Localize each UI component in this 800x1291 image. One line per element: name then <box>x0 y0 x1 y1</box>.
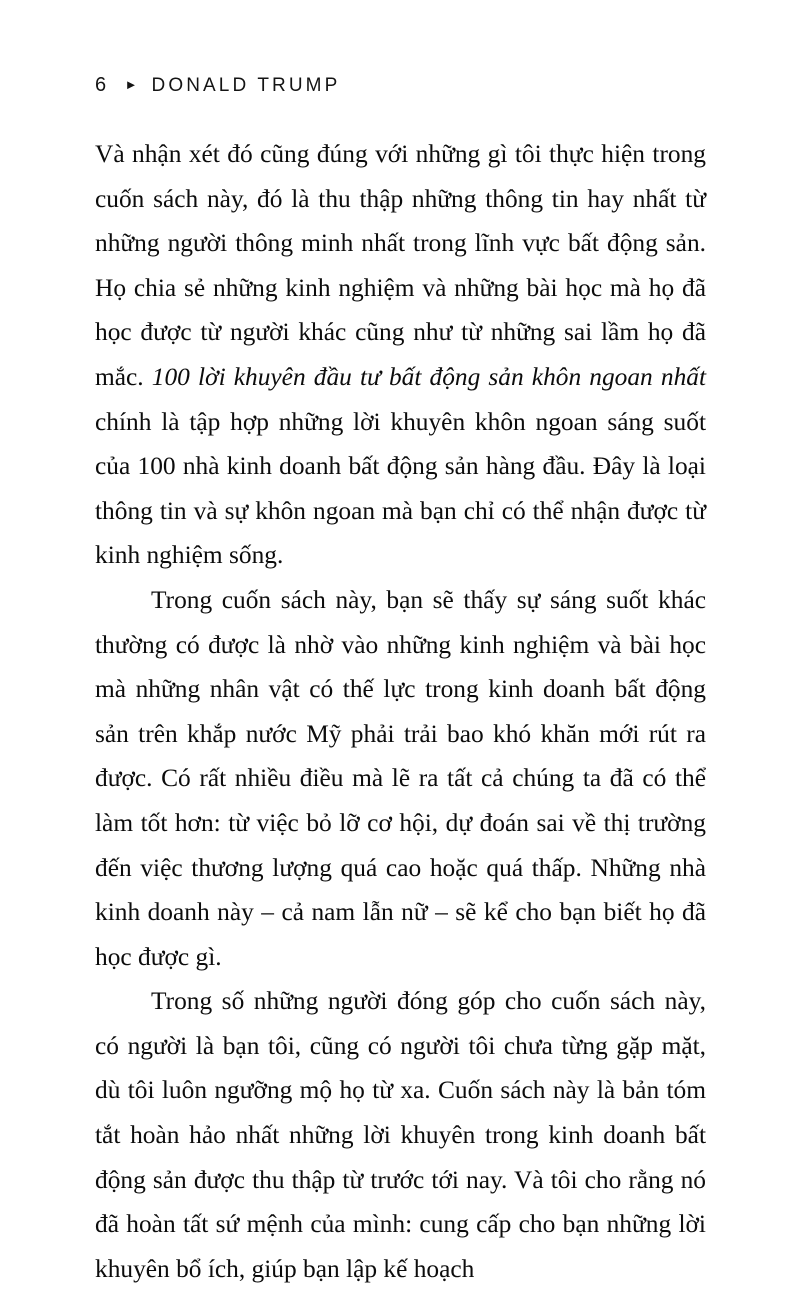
body-text-block <box>95 132 706 1291</box>
body-paragraph <box>95 979 706 1291</box>
triangle-bullet-icon: ► <box>124 77 138 92</box>
paragraph-text-run: Và nhận xét đó cũng đúng với những gì tôi thực hiện trong cuốn sách này, đó là thu thập những thông tin hay nhất từ những người thông minh nhất trong lĩnh vực bất động sản. Họ chia sẻ những kinh nghiệm và những bài học mà họ đã học được từ người khác cũng như từ những sai lầm họ đã mắc. <box>95 140 706 391</box>
body-paragraph <box>95 578 706 979</box>
running-head <box>95 74 340 97</box>
paragraph-text-run: chính là tập hợp những lời khuyên khôn ngoan sáng suốt của 100 nhà kinh doanh bất động sản hàng đầu. Đây là loại thông tin và sự khôn ngoan mà bạn chỉ có thể nhận được từ kinh nghiệm sống. <box>95 407 706 570</box>
page-number: 6 <box>95 74 107 96</box>
running-head-title: DONALD TRUMP <box>151 74 341 96</box>
paragraph-text-run: Trong số những người đóng góp cho cuốn sách này, có người là bạn tôi, cũng có người tôi chưa từng gặp mặt, dù tôi luôn ngưỡng mộ họ từ xa. Cuốn sách này là bản tóm tắt hoàn hảo nhất những lời khuyên trong kinh doanh bất động sản được thu thập từ trước tới nay. Và tôi cho rằng nó đã hoàn tất sứ mệnh của mình: cung cấp cho bạn những lời khuyên bổ ích, giúp bạn lập kế hoạch <box>95 987 706 1283</box>
body-paragraph <box>95 132 706 578</box>
book-title-italic: 100 lời khuyên đầu tư bất động sản khôn ngoan nhất <box>151 362 707 391</box>
paragraph-text-run: Trong cuốn sách này, bạn sẽ thấy sự sáng suốt khác thường có được là nhờ vào những kinh nghiệm và bài học mà những nhân vật có thế lực trong kinh doanh bất động sản trên khắp nước Mỹ phải trải bao khó khăn mới rút ra được. Có rất nhiều điều mà lẽ ra tất cả chúng ta đã có thể làm tốt hơn: từ việc bỏ lỡ cơ hội, dự đoán sai về thị trường đến việc thương lượng quá cao hoặc quá thấp. Những nhà kinh doanh này – cả nam lẫn nữ – sẽ kể cho bạn biết họ đã học được gì. <box>95 585 706 971</box>
